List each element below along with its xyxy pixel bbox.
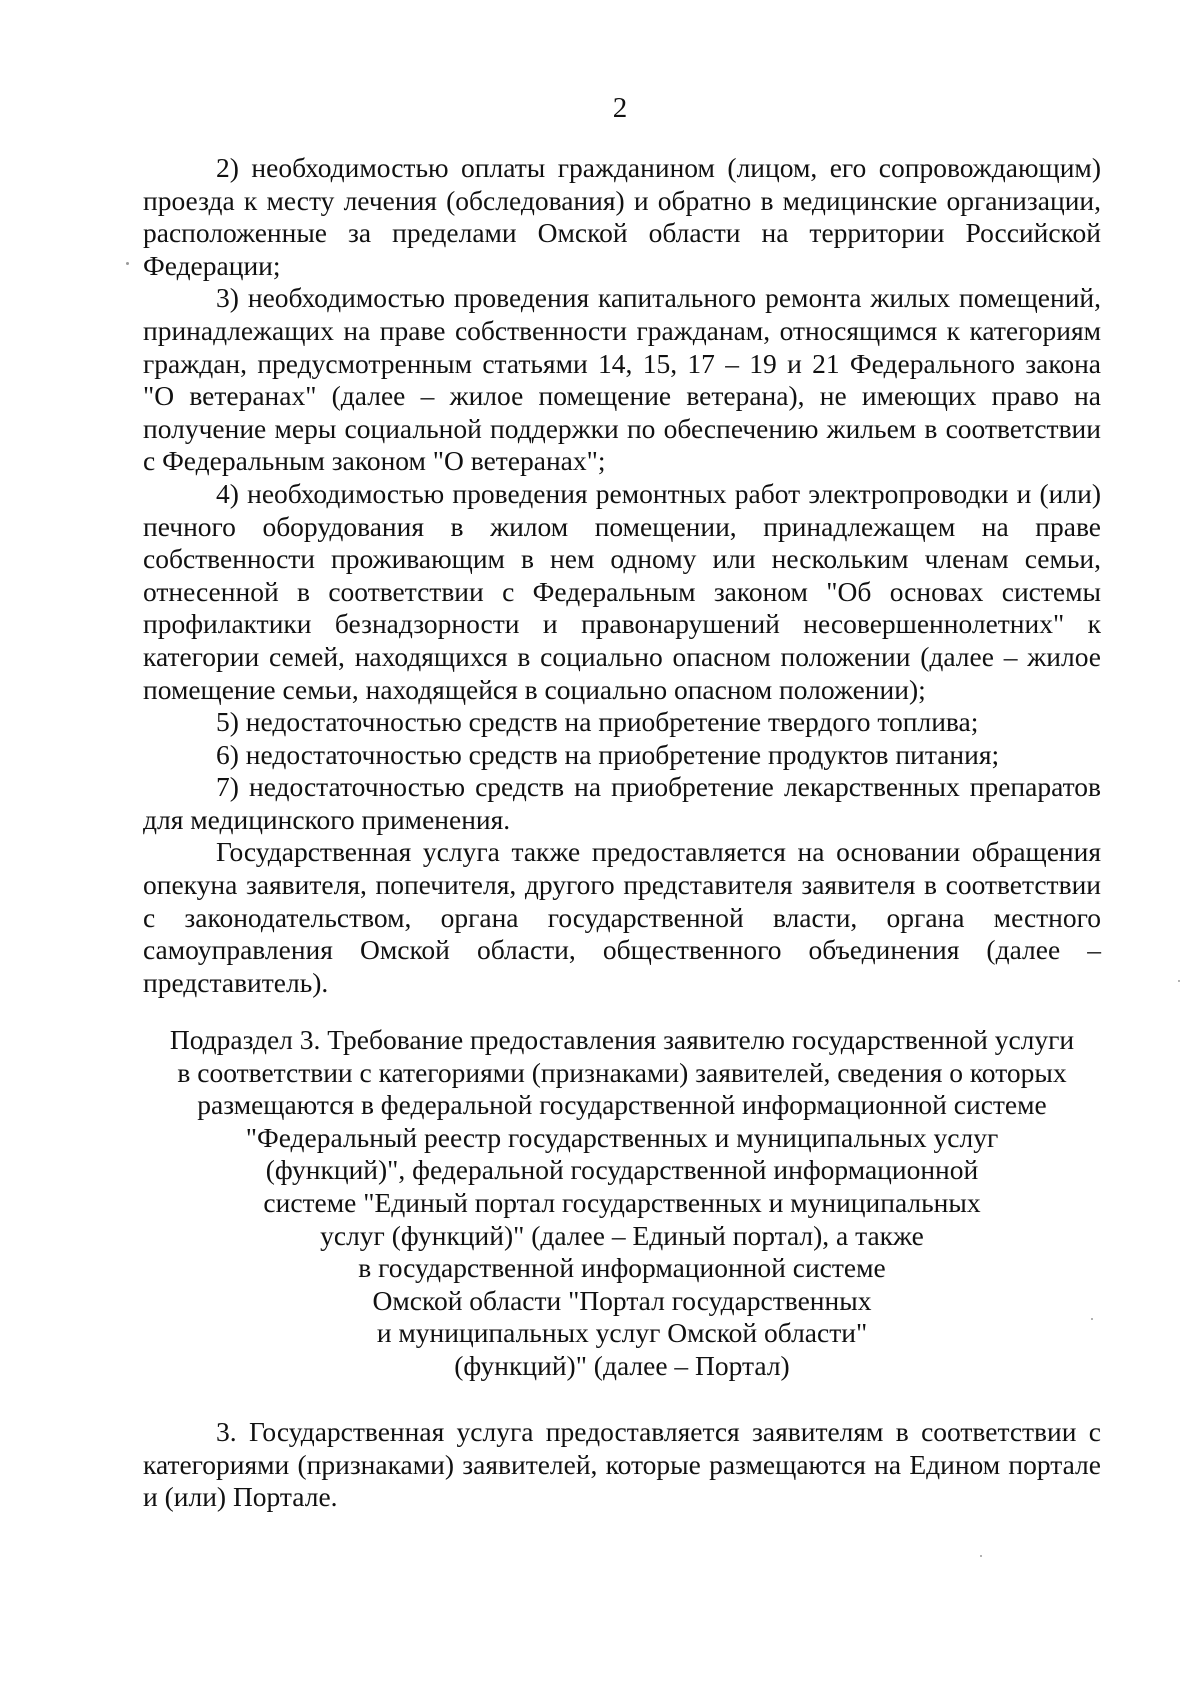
list-item-7: 7) недостаточностью средств на приобретение лекарственных препаратов для медицинского применения. [143,771,1101,835]
heading-line: системе "Единый портал государственных и муниципальных [263,1186,981,1218]
list-item-2: 2) необходимостью оплаты гражданином (лицом, его сопровождающим) проезда к месту лечения (обследования) и обратно в медицинские организации, расположенные за пределами Омской области на территории Российской Федерации; [143,152,1101,281]
heading-line: размещаются в федеральной государственной информационной системе [197,1089,1047,1121]
heading-line: (функций)" (далее – Портал) [454,1349,790,1381]
page-number: 2 [612,92,628,124]
heading-line: Подраздел 3. Требование предоставления заявителю государственной услуги [169,1024,1075,1055]
list-item-4: 4) необходимостью проведения ремонтных работ электропроводки и (или) печного оборудования в жилом помещении, принадлежащем на праве собственности проживающим в нем одному или нескольким членам семьи, отнесенной в соответствии с Федеральным законом "Об основах системы профилактики безнадзорности и правонарушений несовершеннолетних" к категории семей, находящихся в социально опасном положении (далее – жилое помещение семьи, находящейся в социально опасном положении); [143,477,1101,705]
heading-line: и муниципальных услуг Омской области" [376,1317,868,1349]
scan-speck [1178,980,1180,982]
scan-speck [1091,1318,1093,1320]
list-item-3: 3) необходимостью проведения капитального ремонта жилых помещений, принадлежащих на праве собственности гражданам, относящимся к категориям граждан, предусмотренным статьями 14, 15, 17 – 19 и 21 Федерального закона "О ветеранах" (далее – жилое помещение ветерана), не имеющих право на получение меры социальной поддержки по обеспечению жильем в соответствии с Федеральным законом "О ветеранах"; [143,282,1101,477]
heading-line: в соответствии с категориями (признаками) заявителей, сведения о которых [177,1056,1067,1088]
list-item-6: 6) недостаточностью средств на приобретение продуктов питания; [216,738,1000,770]
list-item-5: 5) недостаточностью средств на приобретение твердого топлива; [216,706,979,738]
heading-line: услуг (функций)" (далее – Единый портал), а также [320,1219,924,1251]
heading-line: в государственной информационной системе [358,1252,886,1284]
representative-paragraph: Государственная услуга также предоставляется на основании обращения опекуна заявителя, попечителя, другого представителя заявителя в соответствии с законодательством, органа государственной власти, органа местного самоуправления Омской области, общественного объединения (далее – представитель). [143,836,1101,998]
heading-line: (функций)", федеральной государственной информационной [265,1154,979,1186]
heading-line: Омской области "Портал государственных [372,1284,872,1316]
list-body [143,152,1101,999]
scan-speck [126,262,129,265]
subsection-heading [143,1024,1101,1383]
heading-line: "Федеральный реестр государственных и муниципальных услуг [245,1121,999,1153]
scan-speck [980,1555,982,1557]
clause-3-paragraph: 3. Государственная услуга предоставляется заявителям в соответствии с категориями (признаками) заявителей, которые размещаются на Едином портале и (или) Портале. [143,1416,1101,1513]
